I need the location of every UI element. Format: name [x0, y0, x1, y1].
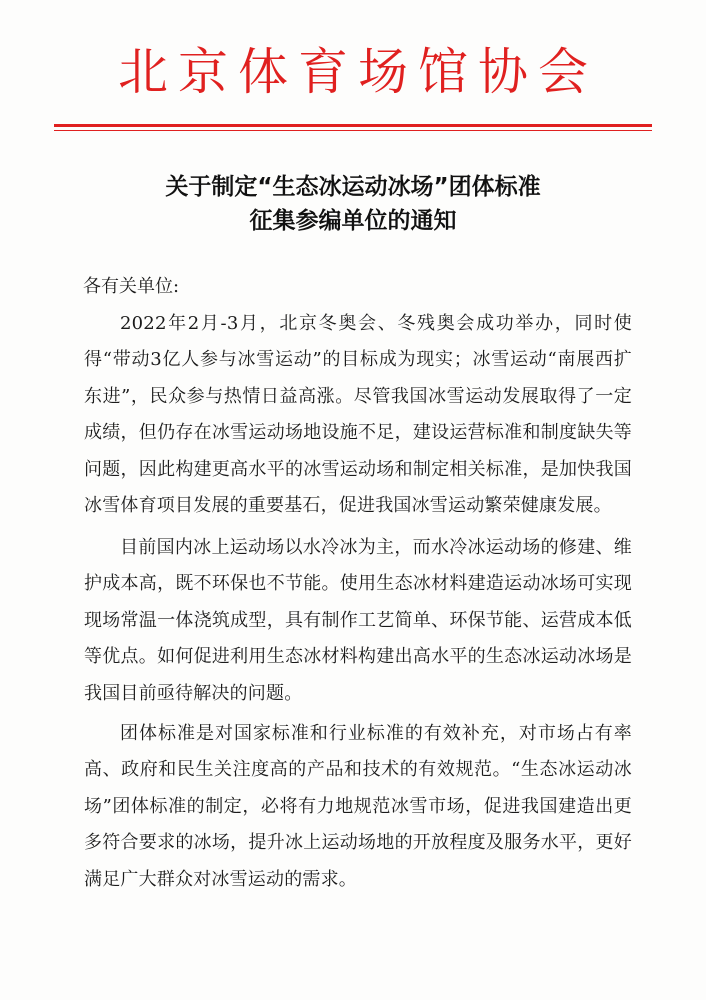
salutation: 各有关单位: — [83, 276, 180, 297]
notice-title-line-2: 征集参编单位的通知 — [249, 208, 457, 234]
body-paragraph-1: 2022年2月-3月，北京冬奥会、冬残奥会成功举办，同时使得“带动3亿人参与冰雪运动”的目标成为现实；冰雪运动“南展西扩东进”，民众参与热情日益高涨。尽管我国冰雪运动发展取得了一定成绩，但仍存在冰雪运动场地设施不足，建设运营标准和制度缺失等问题，因此构建更高水平的冰雪运动场和制定相关标准，是加快我国冰雪体育项目发展的重要基石，促进我国冰雪运动繁荣健康发展。 — [84, 313, 632, 517]
body-paragraph-2: 目前国内冰上运动场以水冷冰为主，而水冷冰运动场的修建、维护成本高，既不环保也不节能。使用生态冰材料建造运动冰场可实现现场常温一体浇筑成型，具有制作工艺简单、环保节能、运营成本低等优点。如何促进利用生态冰材料构建出高水平的生态冰运动冰场是我国目前亟待解决的问题。 — [84, 537, 632, 704]
body-paragraph-3: 团体标准是对国家标准和行业标准的有效补充，对市场占有率高、政府和民生关注度高的产品和技术的有效规范。“生态冰运动冰场”团体标准的制定，必将有力地规范冰雪市场，促进我国建造出更多符合要求的冰场，提升冰上运动场地的开放程度及服务水平，更好满足广大群众对冰雪运动的需求。 — [84, 723, 632, 890]
letterhead-org-name: 北京体育场馆协会 — [118, 43, 598, 101]
letterhead-rule-thick — [54, 124, 652, 127]
notice-title-line-1: 关于制定“生态冰运动冰场”团体标准 — [165, 174, 541, 200]
letterhead-rule-thin — [54, 130, 652, 131]
